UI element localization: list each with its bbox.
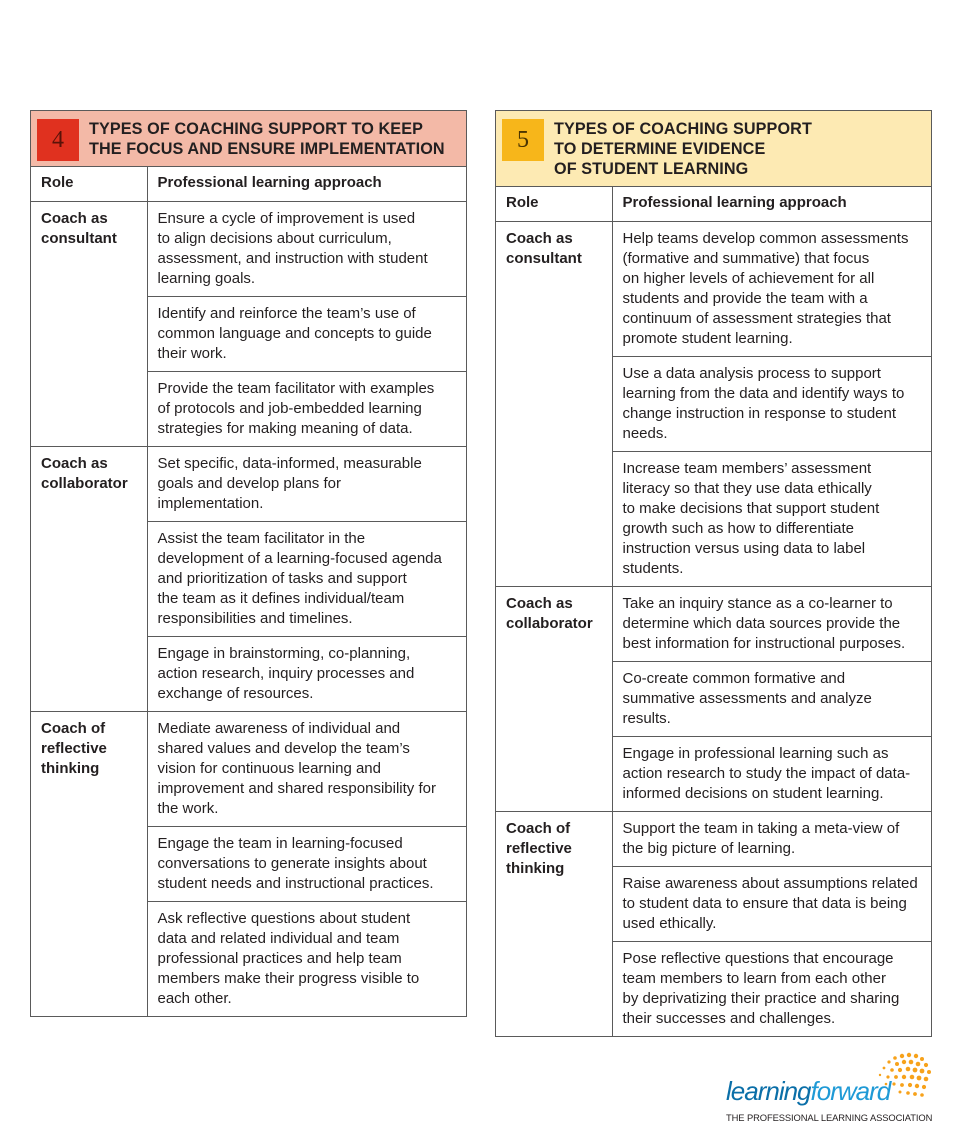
table-header-row bbox=[496, 187, 931, 221]
approach-line: student needs and instructional practices. bbox=[157, 874, 434, 892]
panel-5-title-line: OF STUDENT LEARNING bbox=[554, 160, 749, 178]
approach-line: implementation. bbox=[157, 494, 264, 512]
approach-line: Engage in brainstorming, co-planning, bbox=[157, 644, 411, 662]
approach-line: the big picture of learning. bbox=[622, 839, 796, 857]
table-header-row bbox=[31, 167, 466, 201]
approach-line: results. bbox=[622, 709, 671, 727]
logo-tagline: THE PROFESSIONAL LEARNING ASSOCIATION bbox=[726, 1112, 933, 1123]
table-row bbox=[496, 811, 931, 866]
approach-line: Assist the team facilitator in the bbox=[157, 529, 366, 547]
role-line: reflective bbox=[41, 739, 107, 757]
approach-line: team members to learn from each other bbox=[622, 969, 886, 987]
approach-cell bbox=[147, 296, 466, 371]
approach-line: action research to study the impact of data- bbox=[622, 764, 911, 782]
approach-cell bbox=[612, 866, 931, 941]
approach-cell bbox=[612, 941, 931, 1036]
approach-cell bbox=[612, 661, 931, 736]
panel-4-title-line: TYPES OF COACHING SUPPORT TO KEEP bbox=[89, 120, 423, 138]
role-line: Coach as bbox=[506, 594, 573, 612]
approach-line: continuum of assessment strategies that bbox=[622, 309, 891, 327]
approach-line: on higher levels of achievement for all bbox=[622, 269, 875, 287]
role-line: consultant bbox=[41, 229, 117, 247]
approach-line: common language and concepts to guide bbox=[157, 324, 432, 342]
approach-line: informed decisions on student learning. bbox=[622, 784, 884, 802]
approach-cell bbox=[612, 451, 931, 586]
approach-line: and prioritization of tasks and support bbox=[157, 569, 407, 587]
panel-4-title bbox=[89, 119, 445, 159]
table-row bbox=[31, 446, 466, 521]
approach-line: Raise awareness about assumptions related bbox=[622, 874, 918, 892]
approach-line: conversations to generate insights about bbox=[157, 854, 427, 872]
approach-line: exchange of resources. bbox=[157, 684, 314, 702]
panel-4-header bbox=[31, 111, 466, 167]
approach-line: needs. bbox=[622, 424, 668, 442]
approach-line: to student data to ensure that data is being bbox=[622, 894, 907, 912]
approach-line: promote student learning. bbox=[622, 329, 793, 347]
role-line: Coach as bbox=[41, 209, 108, 227]
role-line: collaborator bbox=[41, 474, 128, 492]
approach-line: action research, inquiry processes and bbox=[157, 664, 415, 682]
approach-cell bbox=[147, 521, 466, 636]
approach-line: members make their progress visible to bbox=[157, 969, 420, 987]
approach-line: professional practices and help team bbox=[157, 949, 402, 967]
role-cell bbox=[496, 586, 612, 811]
panel-4-table bbox=[31, 167, 466, 1016]
panel-5-table bbox=[496, 187, 931, 1036]
approach-line: each other. bbox=[157, 989, 232, 1007]
approach-line: Provide the team facilitator with examples bbox=[157, 379, 435, 397]
approach-cell bbox=[147, 446, 466, 521]
approach-line: the team as it defines individual/team bbox=[157, 589, 405, 607]
approach-line: (formative and summative) that focus bbox=[622, 249, 870, 267]
approach-line: their successes and challenges. bbox=[622, 1009, 836, 1027]
column-header-approach: Professional learning approach bbox=[157, 174, 382, 191]
approach-line: Pose reflective questions that encourage bbox=[622, 949, 894, 967]
table-row bbox=[496, 586, 931, 661]
approach-line: Use a data analysis process to support bbox=[622, 364, 881, 382]
panel-4-implementation bbox=[30, 110, 467, 1017]
role-line: collaborator bbox=[506, 614, 593, 632]
approach-cell bbox=[612, 811, 931, 866]
role-line: consultant bbox=[506, 249, 582, 267]
approach-line: Co-create common formative and bbox=[622, 669, 846, 687]
approach-line: determine which data sources provide the bbox=[622, 614, 901, 632]
approach-line: instruction versus using data to label bbox=[622, 539, 866, 557]
table-row bbox=[496, 221, 931, 356]
panel-5-evidence bbox=[495, 110, 932, 1037]
approach-line: to make decisions that support student bbox=[622, 499, 880, 517]
approach-cell bbox=[147, 901, 466, 1016]
approach-cell bbox=[612, 736, 931, 811]
approach-line: shared values and develop the team’s bbox=[157, 739, 410, 757]
approach-line: assessment, and instruction with student bbox=[157, 249, 428, 267]
approach-line: Set specific, data-informed, measurable bbox=[157, 454, 422, 472]
role-cell bbox=[31, 201, 147, 446]
approach-line: strategies for making meaning of data. bbox=[157, 419, 413, 437]
panel-5-title bbox=[554, 119, 812, 179]
approach-line: the work. bbox=[157, 799, 219, 817]
logo-word-learning: learning bbox=[726, 1076, 811, 1106]
role-cell bbox=[31, 446, 147, 711]
approach-line: Ensure a cycle of improvement is used bbox=[157, 209, 416, 227]
approach-line: growth such as how to differentiate bbox=[622, 519, 855, 537]
approach-line: their work. bbox=[157, 344, 227, 362]
role-line: Coach as bbox=[41, 454, 108, 472]
approach-cell bbox=[147, 826, 466, 901]
approach-line: to align decisions about curriculum, bbox=[157, 229, 392, 247]
role-line: thinking bbox=[506, 859, 565, 877]
role-cell bbox=[496, 221, 612, 586]
approach-line: Support the team in taking a meta-view of bbox=[622, 819, 900, 837]
logo-wordmark bbox=[726, 1076, 890, 1107]
column-header-role: Role bbox=[31, 167, 147, 201]
approach-line: responsibilities and timelines. bbox=[157, 609, 353, 627]
approach-line: literacy so that they use data ethically bbox=[622, 479, 872, 497]
role-line: Coach of bbox=[506, 819, 571, 837]
approach-line: Identify and reinforce the team’s use of bbox=[157, 304, 416, 322]
approach-line: summative assessments and analyze bbox=[622, 689, 872, 707]
approach-line: Engage in professional learning such as bbox=[622, 744, 889, 762]
role-cell bbox=[496, 811, 612, 1036]
approach-line: vision for continuous learning and bbox=[157, 759, 381, 777]
approach-line: goals and develop plans for bbox=[157, 474, 341, 492]
approach-cell bbox=[612, 221, 931, 356]
approach-cell bbox=[147, 711, 466, 826]
column-header-approach: Professional learning approach bbox=[622, 194, 847, 211]
role-line: thinking bbox=[41, 759, 100, 777]
approach-line: Ask reflective questions about student bbox=[157, 909, 411, 927]
logo-word-forward: forward bbox=[810, 1076, 891, 1106]
table-row bbox=[31, 201, 466, 296]
approach-line: Mediate awareness of individual and bbox=[157, 719, 401, 737]
approach-cell bbox=[612, 356, 931, 451]
approach-line: development of a learning-focused agenda bbox=[157, 549, 442, 567]
approach-line: Help teams develop common assessments bbox=[622, 229, 909, 247]
approach-line: Increase team members’ assessment bbox=[622, 459, 872, 477]
table-row bbox=[31, 711, 466, 826]
approach-line: of protocols and job-embedded learning bbox=[157, 399, 422, 417]
panel-5-title-line: TO DETERMINE EVIDENCE bbox=[554, 140, 766, 158]
approach-line: learning from the data and identify ways to bbox=[622, 384, 905, 402]
panel-4-title-line: THE FOCUS AND ENSURE IMPLEMENTATION bbox=[89, 140, 445, 158]
approach-cell bbox=[147, 371, 466, 446]
approach-cell bbox=[147, 201, 466, 296]
panel-5-title-line: TYPES OF COACHING SUPPORT bbox=[554, 120, 812, 138]
approach-line: by deprivatizing their practice and sharing bbox=[622, 989, 900, 1007]
role-line: reflective bbox=[506, 839, 572, 857]
approach-line: Engage the team in learning-focused bbox=[157, 834, 403, 852]
panel-5-header bbox=[496, 111, 931, 187]
panel-4-number: 4 bbox=[37, 119, 79, 161]
approach-line: learning goals. bbox=[157, 269, 256, 287]
learningforward-logo bbox=[724, 1050, 934, 1130]
approach-cell bbox=[612, 586, 931, 661]
approach-line: data and related individual and team bbox=[157, 929, 400, 947]
role-line: Coach of bbox=[41, 719, 106, 737]
panel-5-number: 5 bbox=[502, 119, 544, 161]
role-line: Coach as bbox=[506, 229, 573, 247]
approach-cell bbox=[147, 636, 466, 711]
role-cell bbox=[31, 711, 147, 1016]
approach-line: improvement and shared responsibility for bbox=[157, 779, 436, 797]
approach-line: best information for instructional purposes. bbox=[622, 634, 906, 652]
approach-line: students. bbox=[622, 559, 684, 577]
approach-line: used ethically. bbox=[622, 914, 717, 932]
approach-line: change instruction in response to student bbox=[622, 404, 897, 422]
approach-line: Take an inquiry stance as a co-learner to bbox=[622, 594, 893, 612]
column-header-role: Role bbox=[496, 187, 612, 221]
approach-line: students and provide the team with a bbox=[622, 289, 868, 307]
